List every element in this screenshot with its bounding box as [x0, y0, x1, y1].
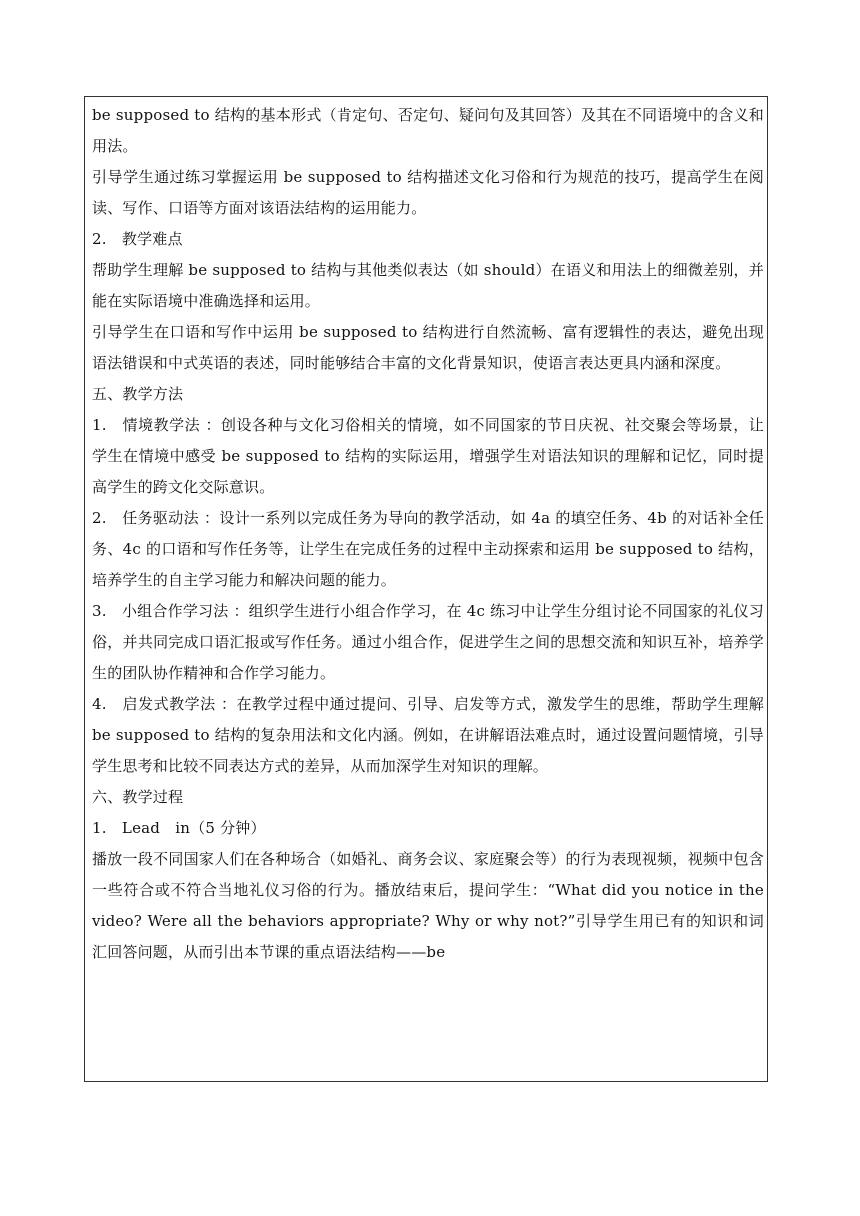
heading-teaching-difficulties: 2. 教学难点 — [92, 230, 183, 248]
paragraph-grammar-forms: be supposed to 结构的基本形式（肯定句、否定句、疑问句及其回答）及其在不同语境中的含义和用法。 — [92, 106, 764, 155]
step-lead-in-heading: 1. Lead in（5 分钟） — [92, 819, 266, 837]
section-heading-teaching-methods: 五、教学方法 — [92, 385, 184, 403]
step-lead-in-description: 播放一段不同国家人们在各种场合（如婚礼、商务会议、家庭聚会等）的行为表现视频，视频中包含一些符合或不符合当地礼仪习俗的行为。播放结束后，提问学生：“What did you notice in the video? Were all the behaviors appropriate? Why or why not?”引导学生用已有的知识和词汇回答问题，从而引出本节课的重点语法结构——be — [92, 850, 764, 961]
paragraph-difference-should: 帮助学生理解 be supposed to 结构与其他类似表达（如 should）在语义和用法上的细微差别，并能在实际语境中准确选择和运用。 — [92, 261, 764, 310]
method-task-driven: 2. 任务驱动法 ：设计一系列以完成任务为导向的教学活动，如 4a 的填空任务、4b 的对话补全任务、4c 的口语和写作任务等，让学生在完成任务的过程中主动探索和运用 be supposed to 结构，培养学生的自主学习能力和解决问题的能力。 — [92, 509, 764, 589]
method-situational: 1. 情境教学法 ：创设各种与文化习俗相关的情境，如不同国家的节日庆祝、社交聚会等场景，让学生在情境中感受 be supposed to 结构的实际运用，增强学生对语法知识的理解和记忆，同时提高学生的跨文化交际意识。 — [92, 416, 764, 496]
document-body — [92, 100, 764, 968]
section-heading-teaching-process: 六、教学过程 — [92, 788, 184, 806]
paragraph-guide-practice: 引导学生通过练习掌握运用 be supposed to 结构描述文化习俗和行为规范的技巧，提高学生在阅读、写作、口语等方面对该语法结构的运用能力。 — [92, 168, 764, 217]
method-group-cooperation: 3. 小组合作学习法 ：组织学生进行小组合作学习，在 4c 练习中让学生分组讨论不同国家的礼仪习俗，并共同完成口语汇报或写作任务。通过小组合作，促进学生之间的思想交流和知识互补，培养学生的团队协作精神和合作学习能力。 — [92, 602, 764, 682]
paragraph-natural-expression: 引导学生在口语和写作中运用 be supposed to 结构进行自然流畅、富有逻辑性的表达，避免出现语法错误和中式英语的表述，同时能够结合丰富的文化背景知识，使语言表达更具内涵和深度。 — [92, 323, 764, 372]
method-heuristic: 4. 启发式教学法 ：在教学过程中通过提问、引导、启发等方式，激发学生的思维，帮助学生理解 be supposed to 结构的复杂用法和文化内涵。例如，在讲解语法难点时，通过设置问题情境，引导学生思考和比较不同表达方式的差异，从而加深学生对知识的理解。 — [92, 695, 764, 775]
